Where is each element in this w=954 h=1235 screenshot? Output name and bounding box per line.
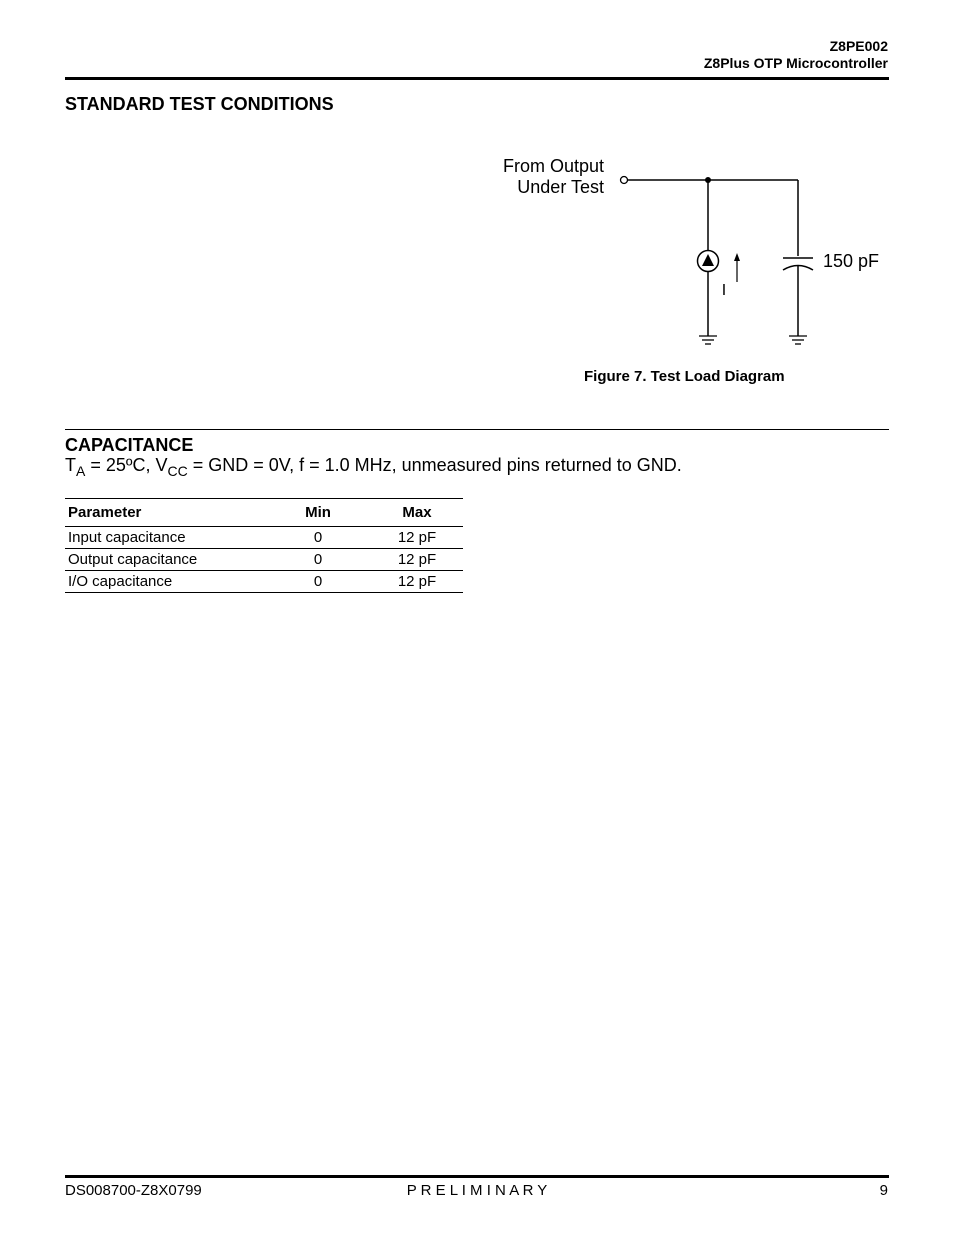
section-divider [65, 429, 889, 430]
footer-page-number: 9 [879, 1182, 888, 1199]
footer-status: P R E L I M I N A R Y [406, 1182, 548, 1199]
input-label-line2: Under Test [517, 177, 604, 197]
cell-min: 0 [265, 571, 368, 593]
column-header-min: Min [265, 499, 368, 527]
header-part-number: Z8PE002 [829, 38, 888, 54]
current-direction-arrow-icon [734, 253, 740, 261]
cell-parameter: I/O capacitance [65, 571, 265, 593]
cell-min: 0 [265, 549, 368, 571]
ground-icon [789, 336, 807, 344]
table-row [65, 549, 463, 571]
standard-test-conditions-title: STANDARD TEST CONDITIONS [65, 94, 334, 114]
test-load-diagram [480, 150, 900, 360]
header-rule [65, 77, 889, 80]
column-header-parameter: Parameter [65, 499, 265, 527]
table-row [65, 527, 463, 549]
cell-parameter: Output capacitance [65, 549, 265, 571]
header-product-name: Z8Plus OTP Microcontroller [703, 55, 888, 71]
cell-parameter: Input capacitance [65, 527, 265, 549]
ground-icon [699, 336, 717, 344]
footer-doc-number: DS008700-Z8X0799 [65, 1182, 202, 1199]
cell-max: 12 pF [368, 549, 463, 571]
cell-min: 0 [265, 527, 368, 549]
input-terminal [621, 177, 628, 184]
footer-rule [65, 1175, 889, 1178]
table-row [65, 571, 463, 593]
capacitance-table [65, 498, 463, 593]
capacitance-title: CAPACITANCE [65, 435, 194, 455]
table-header-row [65, 499, 463, 527]
cell-max: 12 pF [368, 571, 463, 593]
cell-max: 12 pF [368, 527, 463, 549]
column-header-max: Max [368, 499, 463, 527]
capacitor-label: 150 pF [823, 251, 880, 271]
figure-caption: Figure 7. Test Load Diagram [584, 368, 785, 385]
current-label: I [721, 282, 727, 299]
capacitance-conditions: $T_A$ = 25ºC, $V_{CC}$ = GND = 0V, f = 1.0 MHz, unmeasured pins returned to GND. [65, 455, 682, 479]
input-label-line1: From Output [502, 156, 604, 176]
